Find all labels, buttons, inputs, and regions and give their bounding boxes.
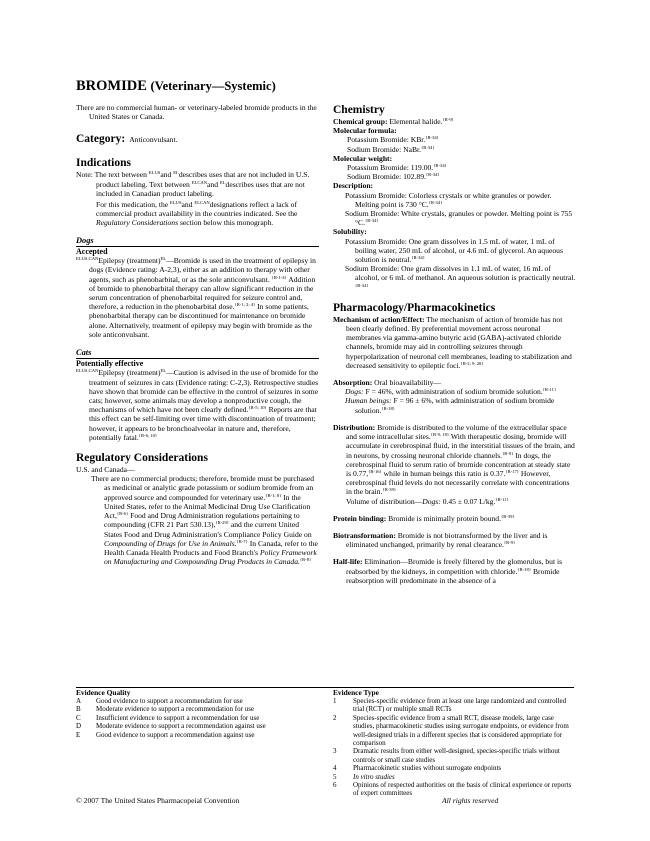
evidence-type-key: 1 [333, 697, 337, 705]
volume-of-distribution: Volume of distribution—Dogs: 0.45 ± 0.07 L/kg.$^{\{R-11\}}$ [346, 496, 509, 506]
cats-heading: Cats [76, 348, 319, 359]
solubility-label: Solubility: [333, 227, 367, 237]
evidence-type-value: In vitro studies [353, 772, 395, 781]
evidence-type-row [333, 773, 573, 781]
evidence-quality-row [76, 722, 316, 730]
protein-binding: Protein binding: Bromide is minimally protein bound.$^{\{R-39\}}$ [333, 513, 515, 523]
intro-text: There are no commercial human- or veterinary-labeled bromide products in the United States or Canada. [76, 103, 317, 122]
evidence-quality-row [76, 705, 316, 713]
absorption: Absorption: Oral bioavailability— [333, 378, 442, 388]
description-k: Potassium Bromide: Colorless crystals or white granules or powder. Melting point is 730 °C.$^{\{R-34\}}$ [345, 190, 552, 209]
evidence-type-value: Species-specific evidence from a small RCT, disease models, large case studies, pharmacokinetic studies using surrogate endpoints, or evidence from well-designed trials in a different species that is considered appropriate for comparison [353, 713, 569, 748]
evidence-type-value: Pharmacokinetic studies without surrogate endpoints [353, 764, 502, 773]
distribution: Distribution: Bromide is distributed to the volume of the extracellular space and some intracellular sites.$^{\{R-9; 18\}}$ With therapeutic dosing, bromide will accumulate in cerebrospinal fluid, in the interstitial tissues of the brain, and in neurons, by crossing neuronal chloride channels.$^{\{R-9\}}$ In dogs, the cerebrospinal fluid to serum ratio of bromide concentration at steady state is 0.77,$^{\{R-16\}}$ while in human beings this ratio is 0.37.$^{\{R-17\}}$ However, cerebrospinal fluid levels do not necessarily correlate with concentrations in the brain.$^{\{R-39\}}$ [333, 422, 575, 497]
evidence-quality-value: Insufficient evidence to support a recommendation for use [96, 713, 260, 722]
half-life: Half-life: Elimination—Bromide is freely filtered by the glomerulus, but is reabsorbed by the kidneys, in competition with chloride.$^{\{R-18\}}$ Bromide reabsorption will predominate in the absence of a [333, 557, 563, 585]
right-column [333, 104, 576, 585]
chemical-group: Chemical group: Elemental halide.$^{\{R-9\}}$ [333, 117, 454, 126]
footer-rights: All rights reserved [442, 796, 499, 805]
weight-label: Molecular weight: [333, 153, 393, 163]
indications-designations: For this medication, the $^{ELUS}$and $^{ELCAN}$designations reflect a lack of commercial product availability in the countries indicated. See the Regulatory Considerations section below this monograph. [96, 200, 298, 228]
cats-subheading: Potentially effective [76, 358, 144, 368]
dogs-epilepsy-text: $^{ELUS,CAN}$Epilepsy (treatment)$^{EL}$—Bromide is used in the treatment of epilepsy in dogs (Evidence rating: A-2,3), either as an addition to therapy with other agents, such as phenobarbital, or as the sole anticonvulsant. $^{\{R-1-4\}}$ Addition of bromide to phenobarbital therapy can allow significant reduction in the serum concentration of phenobarbital required for seizure control and, therefore, a reduction in the phenobarbital dose.$^{\{R-1; 2; 4\}}$ In some patients, phenobarbital therapy can be discontinued for maintenance on bromide alone. Alternatively, treatment of epilepsy may begin with bromide as the sole anticonvulsant. [76, 256, 316, 339]
pharmacology-heading: Pharmacology/Pharmacokinetics [333, 301, 496, 314]
evidence-type-key: 2 [333, 713, 337, 722]
left-column [76, 103, 319, 566]
formula-k: Potassium Bromide: KBr.$^{\{R-34\}}$ [347, 135, 439, 145]
description-label: Description: [333, 181, 374, 191]
weight-k: Potassium Bromide: 119.00.$^{\{R-34\}}$ [347, 163, 447, 173]
indications-heading: Indications [76, 157, 131, 170]
evidence-type-row [333, 714, 573, 748]
chemistry-heading: Chemistry [333, 104, 385, 116]
evidence-quality-key: B [76, 705, 81, 714]
category-line: Category: Anticonvulsant. [76, 133, 178, 146]
absorption-dogs: Dogs: F = 46%, with administration of sodium bromide solution.$^{\{R-11\}}$ [345, 387, 557, 397]
regulatory-heading: Regulatory Considerations [76, 452, 208, 465]
evidence-type-table [333, 688, 573, 798]
formula-label: Molecular formula: [333, 126, 397, 136]
evidence-quality-key: A [76, 697, 82, 705]
evidence-quality-key: E [76, 730, 81, 739]
solubility-na: Sodium Bromide: One gram dissolves in 1.1 mL of water, 16 mL of alcohol, or 6 mL of methanol. An aqueous solution is practically neutral.$^{\{R-34\}}$ [345, 264, 576, 288]
regulatory-text: There are no commercial products; therefore, bromide must be purchased as medicinal or analytic grade potassium or sodium bromide from an approved source and compounded for veterinary use.$^{\{R-1; 8\}}$ In the United States, refer to the Animal Medicinal Drug Use Clarification Act,$^{\{R-6\}}$ Food and Drug Administration regulations pertaining to compounding (CFR 21 Part 530.13),$^{\{R-29\}}$ and the current United States Food and Drug Administration's Compliance Policy Guide on Compounding of Drugs for Use in Animals.$^{\{R-7\}}$ In Canada, refer to the Health Canada Health Products and Food Branch's Policy Framework on Manufacturing and Compounding Drug Products in Canada.$^{\{R-8\}}$ [91, 474, 318, 567]
solubility-k: Potassium Bromide: One gram dissolves in 1.5 mL of water, 1 mL of boiling water, 250 mL of alcohol, or 4.6 mL of glycerol. An aqueous solution is neutral.$^{\{R-34\}}$ [345, 236, 563, 265]
page-title: BROMIDE (Veterinary—Systemic) [76, 78, 276, 94]
evidence-type-key: 5 [333, 772, 337, 781]
mechanism-of-action: Mechanism of action/Effect: The mechanism of action of bromide has not been clearly defined. By preferential movement across neuronal membranes via gamma-amino butyric acid (GABA)-activated chloride channels, bromide may aid in controlling seizures through hyperpolarization of neuronal cell membranes, leading to stabilization and decreased sensitivity to epileptic foci.$^{\{R-2; 9; 28\}}$ [333, 314, 572, 370]
evidence-quality-table [76, 688, 316, 739]
cats-epilepsy-text: $^{ELUS,CAN}$Epilepsy (treatment)$^{EL}$—Caution is advised in the use of bromide for the treatment of seizures in cats (Evidence rating: C-2,3). Retrospective studies have shown that bromide can be effective in the control of seizures in some cats; however, some animals may develop a nonproductive cough, the mechanisms of which have not been clearly defined.$^{\{R-5; 10\}}$ Reports are that this effect can be self-limiting over time with discontinuation of treatment; however, it appears to be bronchoalveolar in nature and, therefore, potentially fatal.$^{\{R-6; 10\}}$ [76, 368, 319, 442]
evidence-quality-value: Good evidence to support a recommendation for use [96, 697, 243, 705]
evidence-type-heading: Evidence Type [333, 688, 379, 697]
evidence-quality-value: Moderate evidence to support a recommendation against use [96, 722, 266, 731]
formula-na: Sodium Bromide: NaBr.$^{\{R-34\}}$ [347, 144, 435, 154]
absorption-humans: Human beings: F = 96 ± 6%, with administration of sodium bromide solution.$^{\{R-18\}}$ [345, 396, 555, 415]
biotransformation: Biotransformation: Bromide is not biotransformed by the liver and is eliminated unchanged, primarily by renal clearance.$^{\{R-9\}}$ [333, 530, 548, 550]
indications-note: Note: The text between $^{ELUS}$and $^{EL}$describes uses that are not included in U.S. product labeling. Text between $^{ELCAN}$and $^{EL}$describes uses that are not included in Canadian product labeling. [76, 170, 310, 198]
evidence-type-row [333, 764, 573, 772]
regulatory-sub: U.S. and Canada— [76, 465, 135, 475]
evidence-type-row [333, 747, 573, 764]
evidence-quality-row [76, 731, 316, 739]
evidence-quality-heading: Evidence Quality [76, 688, 131, 697]
evidence-quality-row [76, 697, 316, 705]
dogs-heading: Dogs [76, 236, 319, 247]
evidence-quality-key: C [76, 713, 81, 722]
evidence-quality-value: Good evidence to support a recommendation against use [96, 730, 255, 739]
evidence-type-key: 4 [333, 764, 337, 773]
evidence-type-value: Dramatic results from either well-designed, species-specific trials without controls or small case studies [353, 747, 560, 764]
evidence-type-value: Opinions of respected authorities on the basis of clinical experience or reports of expert committees [353, 781, 572, 798]
page-title-block [76, 78, 336, 95]
evidence-quality-row [76, 714, 316, 722]
description-na: Sodium Bromide: White crystals, granules or powder. Melting point is 755 °C.$^{\{R-34\}}$ [345, 209, 573, 228]
dogs-subheading: Accepted [76, 246, 108, 256]
weight-na: Sodium Bromide: 102.89.$^{\{R-34\}}$ [347, 172, 440, 182]
evidence-quality-value: Moderate evidence to support a recommendation for use [96, 705, 255, 714]
evidence-type-row [333, 697, 573, 714]
evidence-type-key: 3 [333, 747, 337, 756]
evidence-type-key: 6 [333, 781, 337, 790]
evidence-quality-key: D [76, 722, 82, 731]
footer-copyright: © 2007 The United States Pharmacopeial Convention [76, 796, 240, 805]
evidence-type-value: Species-specific evidence from at least one large randomized and controlled trial (RCT) or multiple small RCTs [353, 697, 567, 714]
